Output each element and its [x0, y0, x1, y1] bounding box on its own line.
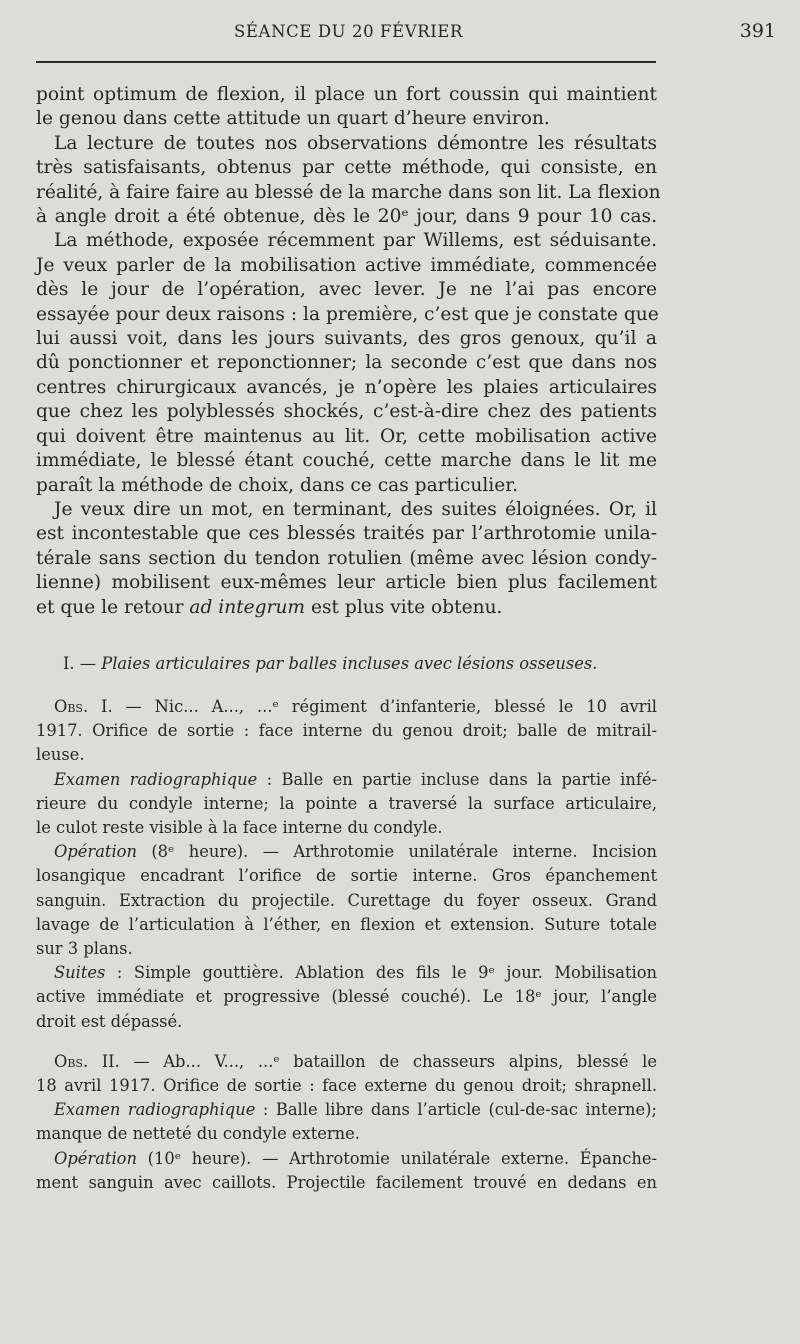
observation-label: Obs. I.	[54, 696, 113, 716]
text-line: essayée pour deux raisons : la première, c’est que je constate que	[36, 303, 659, 325]
observation-2	[36, 1050, 657, 1195]
text-fragment: : Simple gouttière. Ablation des fils le 9ᵉ jour. Mobilisation	[105, 963, 657, 983]
text-line	[36, 768, 657, 792]
text-line: losangique encadrant l’orifice de sortie interne. Gros épanchement	[36, 866, 657, 886]
text-line: que chez les polyblessés shockés, c’est-à-dire chez des patients	[36, 401, 657, 423]
block-label: Examen radiographique	[54, 769, 258, 789]
text-line: le culot reste visible à la face interne du condyle.	[36, 817, 443, 837]
text-line	[36, 840, 657, 864]
page-body	[36, 83, 661, 1195]
section-heading	[36, 654, 657, 673]
text-line	[36, 1147, 657, 1171]
text-line: active immédiate et progressive (blessé couché). Le 18ᵉ jour, l’angle	[36, 987, 657, 1007]
text-line: très satisfaisants, obtenus par cette méthode, qui consiste, en	[36, 157, 657, 179]
paragraph-2	[36, 132, 661, 230]
text-line: paraît la méthode de choix, dans ce cas particulier.	[36, 474, 519, 496]
text-line: centres chirurgicaux avancés, je n’opère les plaies articulaires	[36, 376, 657, 398]
text-line	[36, 1050, 657, 1074]
text-line: térale sans section du tendon rotulien (même avec lésion condy-	[36, 547, 657, 569]
page-header	[36, 18, 776, 48]
text-fragment: (8ᵉ heure). — Arthrotomie unilatérale interne. Incision	[136, 842, 657, 862]
section-title: Plaies articulaires par balles incluses avec lésions osseuses.	[101, 653, 598, 673]
text-line: à angle droit a été obtenue, dès le 20ᵉ jour, dans 9 pour 10 cas.	[36, 206, 657, 228]
section-dash: —	[74, 653, 102, 673]
text-line: point optimum de flexion, il place un fort coussin qui maintient	[36, 84, 657, 105]
paragraph-1	[36, 83, 657, 132]
running-title: SÉANCE DU 20 FÉVRIER	[234, 22, 464, 41]
italic-phrase: ad integrum	[189, 596, 306, 618]
block-label: Suites	[54, 963, 106, 983]
header-rule	[36, 61, 656, 63]
text-line	[36, 596, 657, 620]
text-line: lavage de l’articulation à l’éther, en flexion et extension. Suture totale	[36, 914, 657, 934]
block-label: Opération	[54, 842, 137, 862]
text-line: qui doivent être maintenus au lit. Or, cette mobilisation active	[36, 425, 657, 447]
text-line	[36, 695, 657, 719]
text-line: lui aussi voit, dans les jours suivants, des gros genoux, qu’il a	[36, 328, 657, 350]
paragraph-3	[36, 229, 657, 497]
observation-label: Obs. II.	[54, 1051, 120, 1071]
text-fragment: est plus vite obtenu.	[305, 596, 503, 618]
text-line: La méthode, exposée récemment par Willems, est séduisante.	[54, 230, 657, 252]
text-line: leuse.	[36, 745, 85, 765]
text-line: sanguin. Extraction du projectile. Curettage du foyer osseux. Grand	[36, 890, 657, 910]
text-fragment: — Nic... A..., ...ᵉ régiment d’infanterie, blessé le 10 avril	[112, 696, 657, 716]
text-line: Je veux dire un mot, en terminant, des suites éloignées. Or, il	[54, 498, 657, 520]
block-label: Opération	[54, 1148, 137, 1168]
text-line	[36, 1098, 657, 1122]
observation-1	[36, 695, 657, 1034]
spacer	[36, 1034, 657, 1050]
text-line: réalité, à faire faire au blessé de la marche dans son lit. La flexion	[36, 181, 661, 203]
text-line: lienne) mobilisent eux-mêmes leur article bien plus facilement	[36, 572, 657, 594]
page-number: 391	[739, 20, 776, 42]
paragraph-4	[36, 498, 657, 620]
section-number: I.	[63, 653, 75, 673]
text-line: dès le jour de l’opération, avec lever. Je ne l’ai pas encore	[36, 279, 657, 301]
text-line: dû ponctionner et reponctionner; la seconde c’est que dans nos	[36, 352, 657, 374]
text-line: manque de netteté du condyle externe.	[36, 1124, 360, 1144]
text-fragment: : Balle en partie incluse dans la partie infé-	[257, 769, 657, 789]
spacer	[36, 620, 657, 654]
text-fragment: — Ab... V..., ...ᵉ bataillon de chasseurs alpins, blessé le	[119, 1051, 657, 1071]
text-line: est incontestable que ces blessés traités par l’arthrotomie unila-	[36, 523, 657, 545]
text-fragment: et que le retour	[36, 596, 190, 618]
text-line: le genou dans cette attitude un quart d’heure environ.	[36, 108, 550, 130]
text-line: rieure du condyle interne; la pointe a traversé la surface articulaire,	[36, 793, 657, 813]
text-line: ment sanguin avec caillots. Projectile facilement trouvé en dedans en	[36, 1172, 657, 1192]
text-fragment: : Balle libre dans l’article (cul-de-sac interne);	[255, 1100, 657, 1120]
text-line: sur 3 plans.	[36, 938, 133, 958]
text-line: immédiate, le blessé étant couché, cette marche dans le lit me	[36, 450, 657, 472]
spacer	[36, 673, 657, 695]
text-line: Je veux parler de la mobilisation active immédiate, commencée	[36, 254, 657, 276]
text-fragment: (10ᵉ heure). — Arthrotomie unilatérale externe. Épanche-	[136, 1148, 657, 1168]
text-line: La lecture de toutes nos observations démontre les résultats	[54, 132, 657, 154]
block-label: Examen radiographique	[54, 1100, 256, 1120]
text-line: 1917. Orifice de sortie : face interne du genou droit; balle de mitrail-	[36, 721, 657, 741]
text-line	[36, 961, 657, 985]
text-line: droit est dépassé.	[36, 1011, 183, 1031]
text-line: 18 avril 1917. Orifice de sortie : face externe du genou droit; shrapnell.	[36, 1075, 657, 1095]
